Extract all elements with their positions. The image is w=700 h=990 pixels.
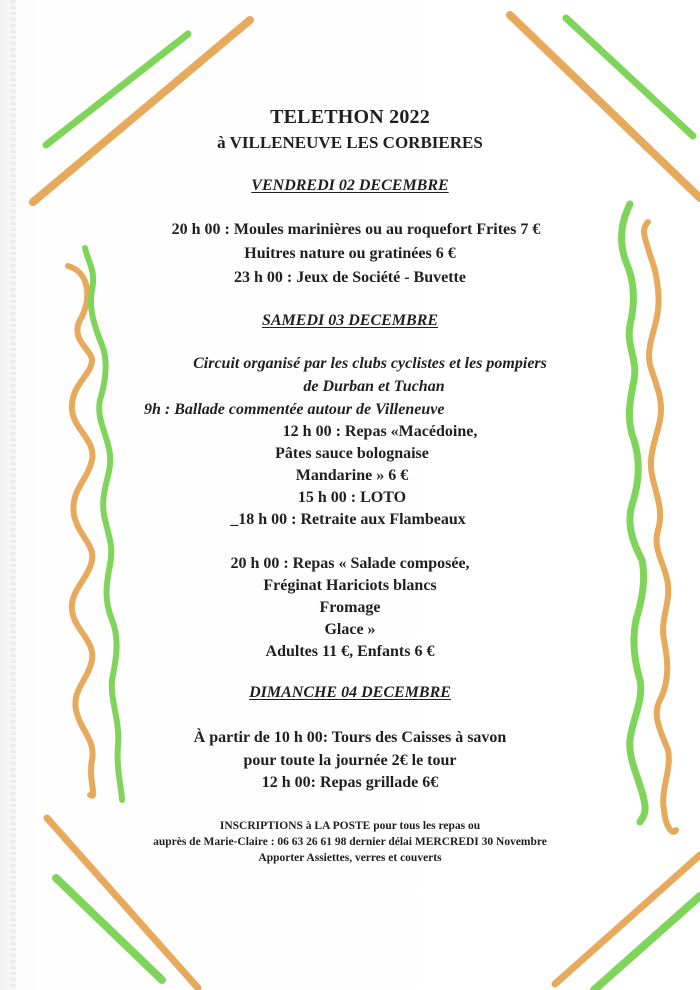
sunday-line-2: pour toute la journée 2€ le tour bbox=[243, 752, 457, 769]
saturday-intro-1: Circuit organisé par les clubs cyclistes et les pompiers bbox=[193, 355, 547, 372]
saturday-line-2: Pâtes sauce bolognaise bbox=[275, 445, 429, 462]
friday-line-2: Huitres nature ou gratinées 6 € bbox=[244, 245, 456, 262]
saturday-evening-5: Adultes 11 €, Enfants 6 € bbox=[265, 643, 435, 660]
footer-bring-items: Apporter Assiettes, verres et couverts bbox=[258, 852, 442, 864]
sunday-line-3: 12 h 00: Repas grillade 6€ bbox=[261, 774, 439, 791]
saturday-line-5: _18 h 00 : Retraite aux Flambeaux bbox=[230, 511, 466, 528]
saturday-line-4: 15 h 00 : LOTO bbox=[297, 489, 407, 506]
sunday-line-1: À partir de 10 h 00: Tours des Caisses à savon bbox=[193, 729, 507, 746]
orange-diagonal-bottom-right bbox=[555, 855, 700, 984]
orange-wave-left bbox=[68, 266, 93, 796]
footer-registration: INSCRIPTIONS à LA POSTE pour tous les repas ou bbox=[219, 820, 481, 832]
saturday-evening-4: Glace » bbox=[324, 621, 376, 638]
friday-line-3: 23 h 00 : Jeux de Société - Buvette bbox=[234, 269, 466, 286]
footer-contact: auprès de Marie-Claire : 06 63 26 61 98 dernier délai MERCREDI 30 Novembre bbox=[153, 836, 547, 848]
saturday-line-1: 12 h 00 : Repas «Macédoine, bbox=[282, 423, 478, 440]
saturday-line-3: Mandarine » 6 € bbox=[295, 467, 409, 484]
flyer-title: TELETHON 2022 bbox=[270, 106, 430, 128]
saturday-intro-3: 9h : Ballade commentée autour de Villeneuve bbox=[144, 401, 445, 418]
flyer-location: à VILLENEUVE LES CORBIERES bbox=[217, 133, 483, 152]
friday-line-1: 20 h 00 : Moules marinières ou au roquefort Frites 7 € bbox=[171, 221, 541, 238]
saturday-evening-2: Fréginat Hariciots blancs bbox=[263, 577, 437, 594]
green-diagonal-bottom-right bbox=[594, 896, 700, 990]
green-diagonal-bottom-left bbox=[56, 878, 162, 980]
day-heading-saturday: SAMEDI 03 DECEMBRE bbox=[261, 312, 439, 329]
saturday-evening-1: 20 h 00 : Repas « Salade composée, bbox=[230, 555, 470, 572]
saturday-evening-3: Fromage bbox=[319, 599, 381, 616]
saturday-intro-2: de Durban et Tuchan bbox=[303, 378, 445, 395]
day-heading-sunday: DIMANCHE 04 DECEMBRE bbox=[249, 684, 451, 701]
day-heading-friday: VENDREDI 02 DECEMBRE bbox=[251, 177, 449, 194]
